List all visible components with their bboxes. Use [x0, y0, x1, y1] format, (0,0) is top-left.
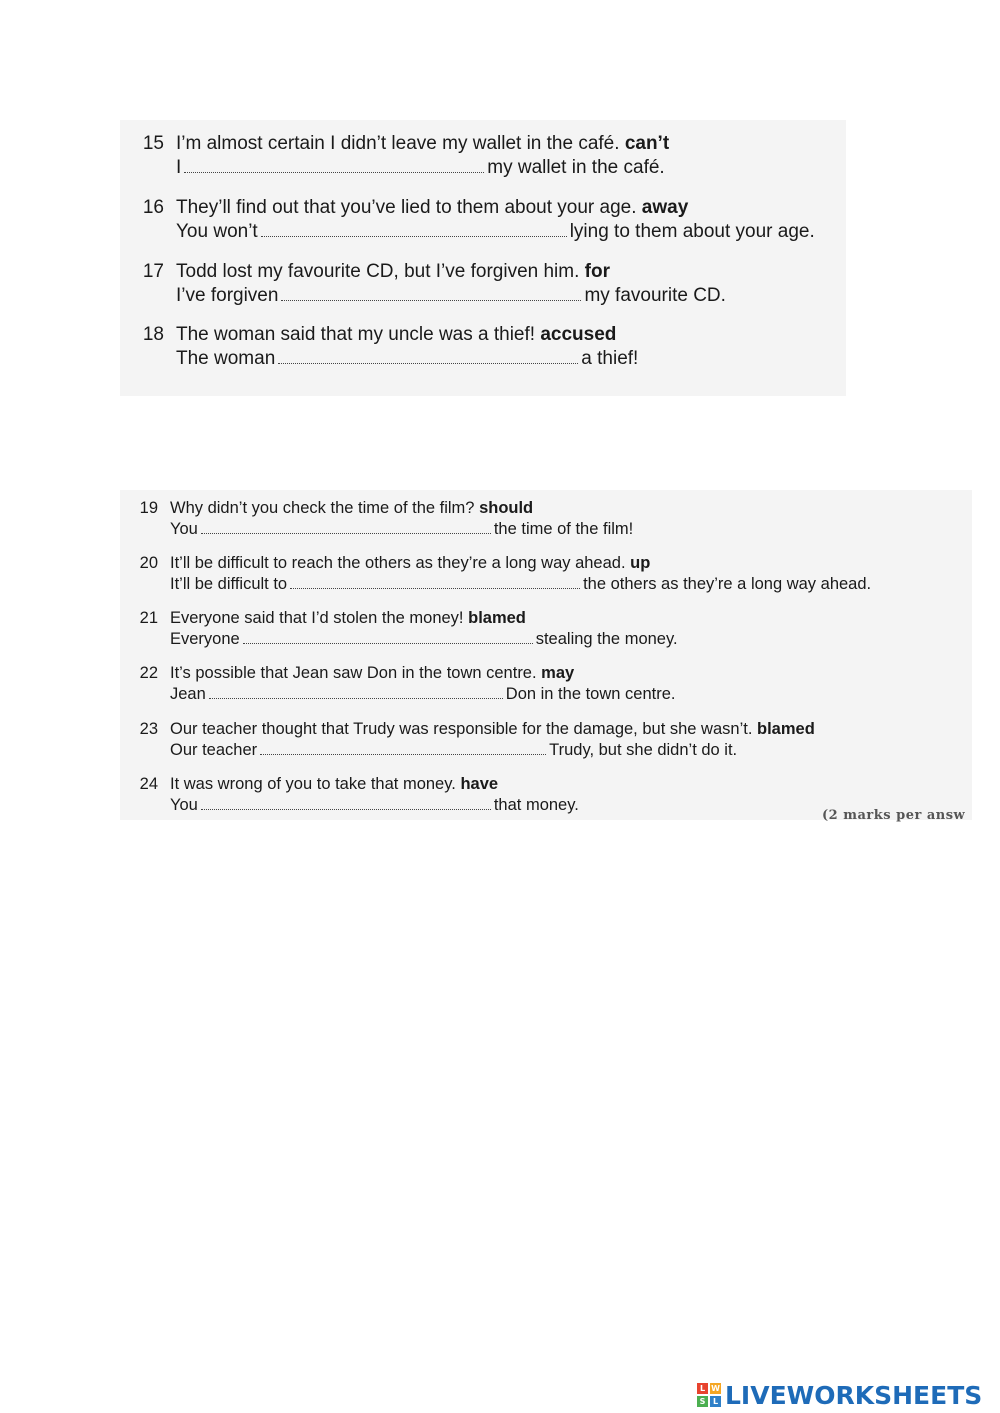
answer-gap[interactable] [290, 582, 580, 589]
logo-text: LIVEWORKSHEETS [725, 1380, 983, 1410]
question-number: 18 [142, 324, 164, 345]
keyword: have [460, 775, 499, 793]
answer-gap[interactable] [260, 748, 546, 755]
answer-line: Jean Don in the town centre. [170, 685, 676, 703]
answer-line: You won’t lying to them about your age. [176, 221, 815, 242]
question-number: 24 [139, 775, 158, 793]
answer-line: Everyone stealing the money. [170, 630, 678, 648]
question-number: 17 [142, 261, 164, 282]
question-prompt: Why didn’t you check the time of the film? should [170, 499, 534, 517]
exercise-panel-1 [120, 120, 846, 396]
answer-gap[interactable] [184, 165, 484, 173]
answer-line: You that money. [170, 796, 579, 814]
question-prompt: The woman said that my uncle was a thief! accused [176, 324, 617, 345]
question-number: 21 [139, 609, 158, 627]
keyword: may [541, 664, 575, 682]
question-number: 22 [139, 664, 158, 682]
question-prompt: It’ll be difficult to reach the others as they’re a long way ahead. up [170, 554, 651, 572]
marks-note: (2 marks per answ [822, 808, 966, 823]
exercise-panel-2 [120, 490, 972, 823]
keyword: up [630, 554, 651, 572]
question-prompt: I’m almost certain I didn’t leave my wallet in the café. can’t [176, 133, 670, 154]
keyword: away [641, 197, 689, 218]
answer-line: Our teacher Trudy, but she didn’t do it. [170, 741, 738, 759]
keyword: should [479, 499, 534, 517]
answer-gap[interactable] [209, 692, 503, 699]
liveworksheets-logo [697, 1378, 982, 1412]
answer-gap[interactable] [261, 229, 567, 237]
answer-gap[interactable] [201, 803, 491, 810]
keyword: can’t [624, 133, 670, 154]
answer-gap[interactable] [281, 293, 581, 301]
question-number: 20 [139, 554, 158, 572]
answer-gap[interactable] [278, 356, 578, 364]
question-prompt: It’s possible that Jean saw Don in the town centre. may [170, 664, 575, 682]
answer-line: You the time of the film! [170, 520, 634, 538]
keyword: accused [540, 324, 617, 345]
logo-grid-icon: L W S L [697, 1383, 721, 1407]
question-number: 23 [139, 720, 158, 738]
question-prompt: It was wrong of you to take that money. have [170, 775, 499, 793]
keyword: for [584, 261, 610, 282]
answer-gap[interactable] [201, 527, 491, 534]
question-number: 15 [142, 133, 164, 154]
answer-line: It’ll be difficult to the others as they’re a long way ahead. [170, 575, 872, 593]
question-number: 19 [139, 499, 158, 517]
answer-line: I my wallet in the café. [176, 157, 665, 178]
answer-line: I’ve forgiven my favourite CD. [176, 285, 726, 306]
question-prompt: Our teacher thought that Trudy was responsible for the damage, but she wasn’t. blamed [170, 720, 815, 738]
answer-gap[interactable] [243, 637, 533, 644]
keyword: blamed [468, 609, 526, 627]
question-prompt: Everyone said that I’d stolen the money! blamed [170, 609, 526, 627]
question-prompt: Todd lost my favourite CD, but I’ve forgiven him. for [176, 261, 610, 282]
question-prompt: They’ll find out that you’ve lied to them about your age. away [176, 197, 689, 218]
answer-line: The woman a thief! [176, 348, 639, 369]
keyword: blamed [757, 720, 815, 738]
question-number: 16 [142, 197, 164, 218]
